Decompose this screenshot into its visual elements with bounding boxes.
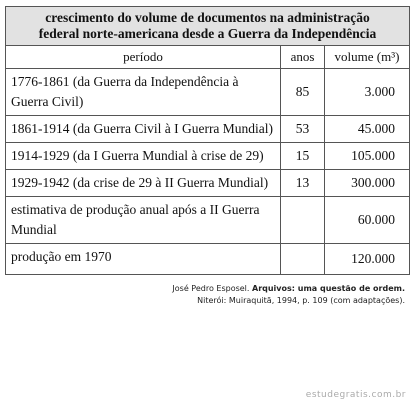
cell-volume: 105.000 (325, 143, 410, 170)
table-row (6, 244, 410, 275)
cell-volume: 60.000 (325, 197, 410, 244)
cell-anos: 53 (281, 116, 325, 143)
cell-volume: 120.000 (325, 244, 410, 275)
cell-periodo: produção em 1970 (6, 244, 281, 275)
table-row (6, 197, 410, 244)
table-row (6, 170, 410, 197)
credit-publication: Niterói: Muiraquitã, 1994, p. 109 (com adaptações). (197, 296, 405, 305)
table-title-line-2: federal norte-americana desde a Guerra da Independência (38, 26, 377, 41)
header-periodo: período (6, 46, 281, 69)
credit-author: José Pedro Esposel. (172, 284, 250, 293)
table-row (6, 116, 410, 143)
cell-volume: 3.000 (325, 69, 410, 116)
cell-anos: 13 (281, 170, 325, 197)
cell-periodo: 1776-1861 (da Guerra da Independência à Guerra Civil) (6, 69, 281, 116)
table-title-line-1: crescimento do volume de documentos na administração (45, 10, 370, 25)
document (5, 6, 409, 307)
cell-anos: 85 (281, 69, 325, 116)
cell-anos: 15 (281, 143, 325, 170)
cell-anos (281, 197, 325, 244)
cell-periodo: 1861-1914 (da Guerra Civil à I Guerra Mundial) (6, 116, 281, 143)
source-credit (5, 283, 409, 307)
watermark: estudegratis.com.br (305, 390, 406, 400)
cell-periodo: 1914-1929 (da I Guerra Mundial à crise de 29) (6, 143, 281, 170)
table-row (6, 69, 410, 116)
credit-work: Arquivos: uma questão de ordem. (252, 284, 405, 293)
cell-volume: 45.000 (325, 116, 410, 143)
cell-volume: 300.000 (325, 170, 410, 197)
cell-periodo: estimativa de produção anual após a II Guerra Mundial (6, 197, 281, 244)
table-title (6, 7, 410, 46)
table-row (6, 143, 410, 170)
header-volume: volume (m³) (325, 46, 410, 69)
cell-anos (281, 244, 325, 275)
header-anos: anos (281, 46, 325, 69)
data-table (5, 6, 410, 275)
cell-periodo: 1929-1942 (da crise de 29 à II Guerra Mundial) (6, 170, 281, 197)
